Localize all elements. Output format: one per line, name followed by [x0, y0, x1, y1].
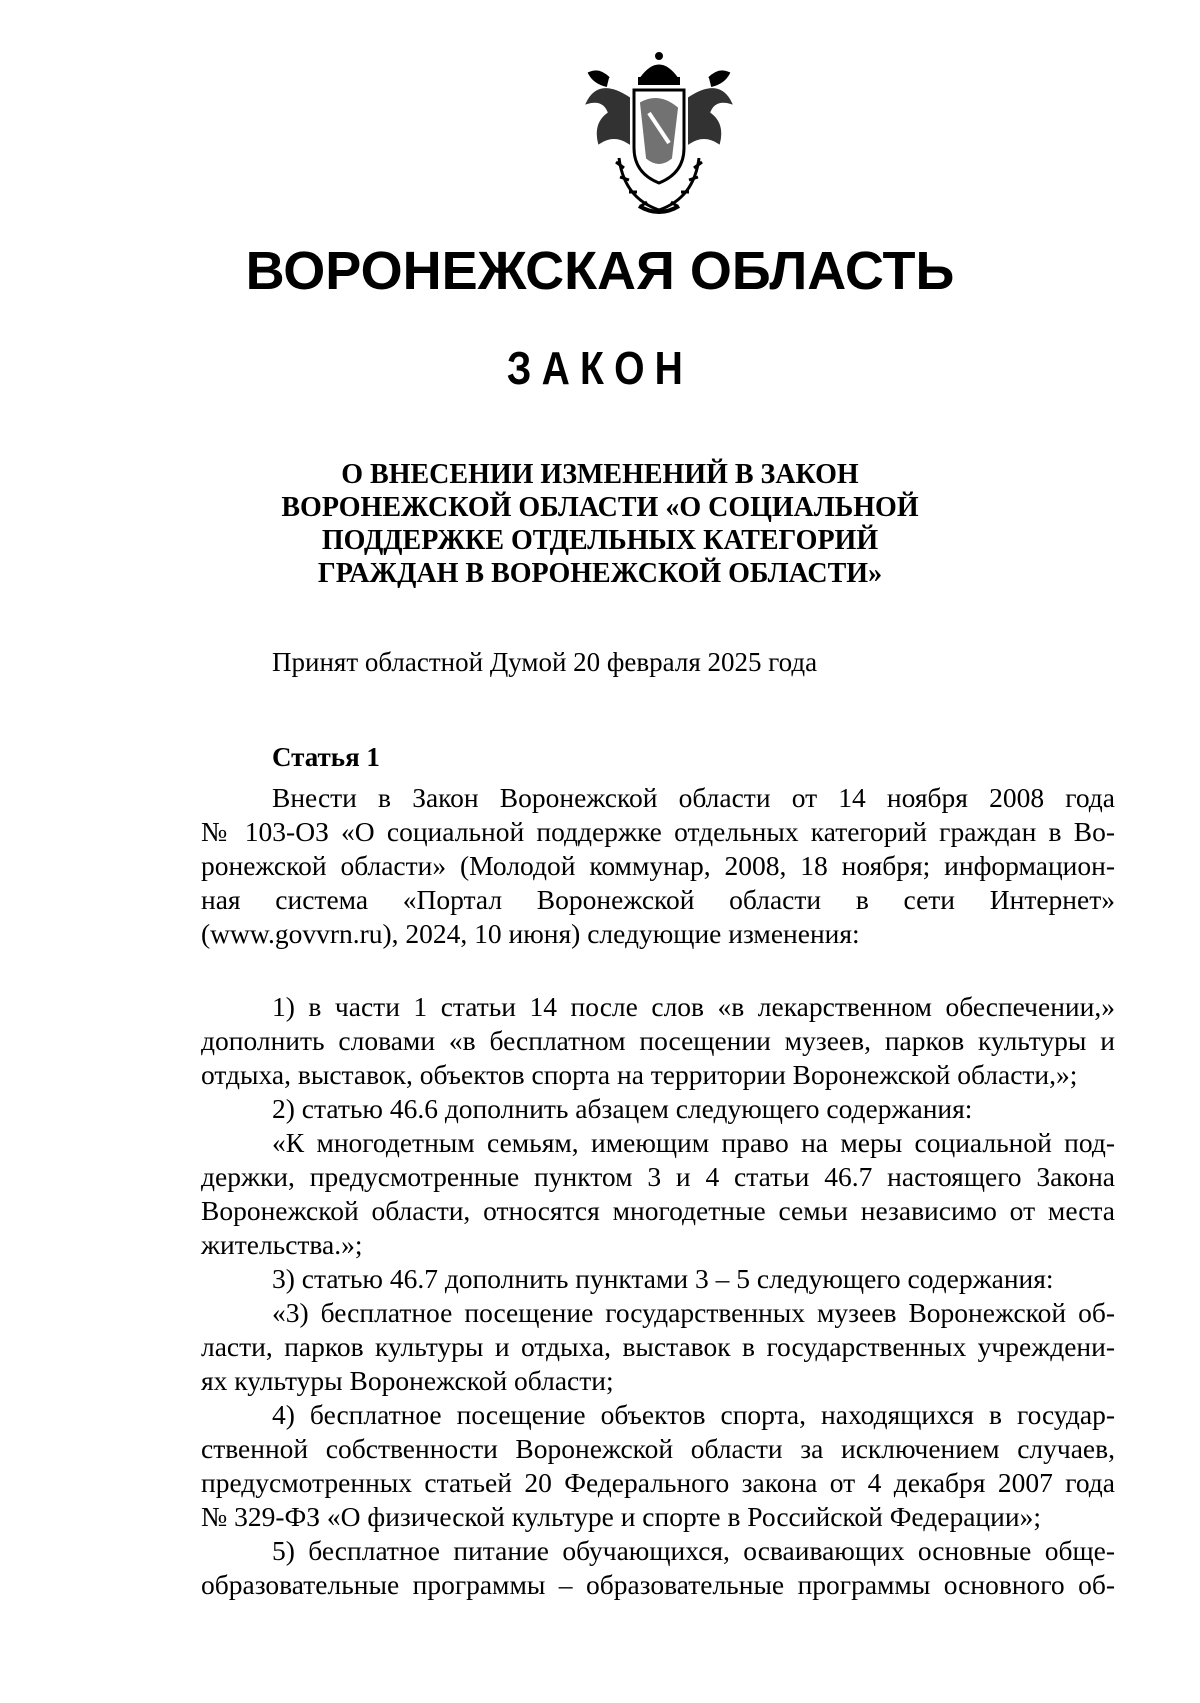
- law-subject-line: ГРАЖДАН В ВОРОНЕЖСКОЙ ОБЛАСТИ»: [317, 558, 883, 589]
- text-line: Воронежской области, относятся многодетные семьи независимо от места: [201, 1195, 1115, 1226]
- article-heading: Статья 1: [272, 742, 380, 772]
- text-line: ях культуры Воронежской области;: [201, 1365, 614, 1396]
- adoption-note: Принят областной Думой 20 февраля 2025 года: [272, 647, 818, 677]
- text-line: «К многодетным семьям, имеющим право на меры социальной под-: [272, 1127, 1115, 1158]
- text-line: держки, предусмотренные пунктом 3 и 4 статьи 46.7 настоящего Закона: [201, 1161, 1115, 1192]
- text-line: отдыха, выставок, объектов спорта на территории Воронежской области,»;: [201, 1059, 1078, 1090]
- text-line: жительства.»;: [201, 1229, 363, 1260]
- text-line: ная система «Портал Воронежской области в сети Интернет»: [201, 884, 1115, 915]
- text-line: 1) в части 1 статьи 14 после слов «в лекарственном обеспечении,»: [272, 991, 1115, 1022]
- region-title: ВОРОНЕЖСКАЯ ОБЛАСТЬ: [245, 241, 955, 301]
- text-line: ственной собственности Воронежской области за исключением случаев,: [201, 1433, 1115, 1464]
- text-line: дополнить словами «в бесплатном посещении музеев, парков культуры и: [201, 1025, 1115, 1056]
- text-line: № 103-ОЗ «О социальной поддержке отдельных категорий граждан в Во-: [201, 816, 1115, 847]
- text-line: 4) бесплатное посещение объектов спорта, находящихся в государ-: [272, 1399, 1115, 1430]
- coat-of-arms-emblem: [579, 48, 739, 218]
- text-line: ронежской области» (Молодой коммунар, 2008, 18 ноября; информацион-: [201, 850, 1115, 881]
- article-amendments: [201, 990, 1115, 1602]
- text-line: 3) статью 46.7 дополнить пунктами 3 – 5 следующего содержания:: [272, 1263, 1054, 1294]
- text-line: (www.govvrn.ru), 2024, 10 июня) следующие изменения:: [201, 918, 860, 949]
- text-line: «3) бесплатное посещение государственных музеев Воронежской об-: [272, 1297, 1115, 1328]
- law-subject-line: ВОРОНЕЖСКОЙ ОБЛАСТИ «О СОЦИАЛЬНОЙ: [281, 492, 919, 523]
- law-subject: [280, 458, 920, 590]
- law-word: ЗАКОН: [506, 342, 694, 394]
- text-line: предусмотренных статьей 20 Федерального закона от 4 декабря 2007 года: [201, 1467, 1115, 1498]
- text-line: ласти, парков культуры и отдыха, выставок в государственных учреждени-: [201, 1331, 1115, 1362]
- text-line: Внести в Закон Воронежской области от 14 ноября 2008 года: [272, 782, 1115, 813]
- law-subject-line: ПОДДЕРЖКЕ ОТДЕЛЬНЫХ КАТЕГОРИЙ: [321, 525, 879, 556]
- article-intro-paragraph: [201, 781, 1115, 951]
- law-subject-line: О ВНЕСЕНИИ ИЗМЕНЕНИЙ В ЗАКОН: [341, 459, 859, 490]
- text-line: образовательные программы – образовательные программы основного об-: [201, 1569, 1115, 1600]
- text-line: 5) бесплатное питание обучающихся, осваивающих основные обще-: [272, 1535, 1115, 1566]
- text-line: № 329-ФЗ «О физической культуре и спорте в Российской Федерации»;: [201, 1501, 1041, 1532]
- text-line: 2) статью 46.6 дополнить абзацем следующего содержания:: [272, 1093, 973, 1124]
